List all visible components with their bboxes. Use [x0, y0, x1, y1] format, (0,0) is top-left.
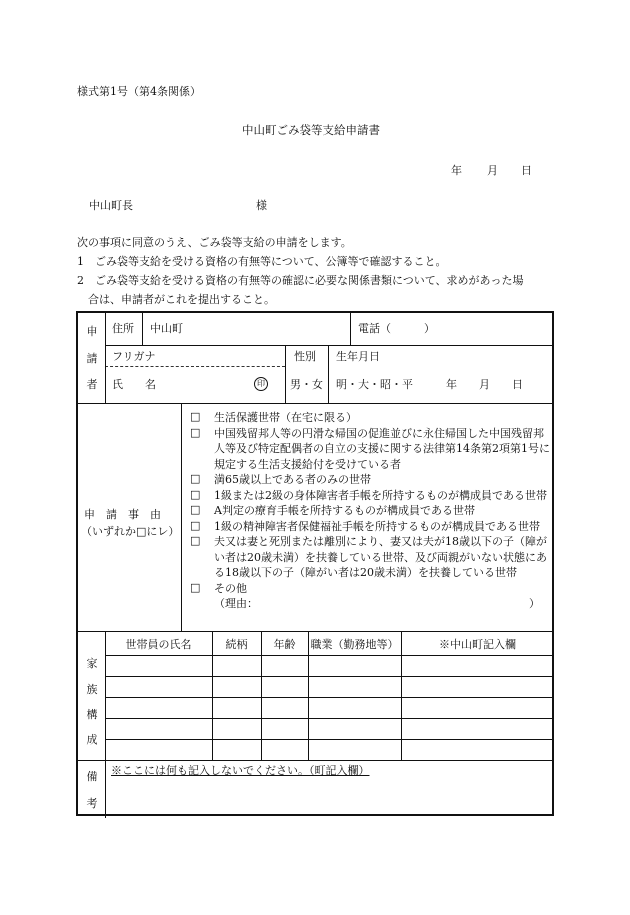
checkbox-icon[interactable]: □: [190, 410, 201, 423]
reason-item[interactable]: [190, 503, 550, 519]
reason-item[interactable]: [190, 472, 550, 488]
checkbox-icon[interactable]: □: [190, 487, 201, 501]
checkbox-icon[interactable]: □: [190, 534, 201, 547]
reason-list: [190, 410, 550, 612]
col-line-applicant-label: [105, 313, 106, 403]
intro-text: 次の事項に同意のうえ、ごみ袋等支給の申請をします。: [77, 236, 352, 249]
gender-options[interactable]: 男・女: [290, 378, 323, 391]
reason-text: 1級の精神障害者保健福祉手帳を所持するものが構成員である世帯: [214, 519, 540, 533]
reason-text: その他: [214, 581, 247, 595]
other-reason-label: （理由：: [214, 597, 258, 610]
family-label-4: 成: [86, 733, 98, 746]
col-line-gender-right: [328, 345, 329, 403]
family-header-age: 年齢: [273, 638, 296, 651]
family-label-1: 家: [86, 657, 98, 670]
form-number: 様式第1号（第4条関係）: [77, 85, 201, 98]
col-line-family-name: [212, 631, 213, 760]
gender-label: 性別: [294, 350, 316, 363]
family-header-town-use: ※中山町記入欄: [439, 638, 516, 651]
checkbox-icon[interactable]: □: [190, 518, 201, 532]
addressee-name: 中山町長: [89, 199, 133, 212]
condition-2: 2 ごみ袋等支給を受ける資格の有無等の確認に必要な関係書類について、求めがあった場: [77, 274, 524, 287]
date-day-label: 日: [521, 164, 532, 177]
family-row-line-4: [105, 718, 554, 719]
col-line-reason-label: [181, 403, 182, 631]
family-label-2: 族: [86, 683, 98, 696]
row-line-applicant-bottom: [78, 403, 554, 404]
applicant-label-3: 者: [86, 378, 98, 391]
birthdate-label: 生年月日: [336, 350, 380, 363]
reason-text: 生活保護世帯（在宅に限る）: [214, 411, 357, 424]
other-reason-row[interactable]: [190, 596, 550, 612]
reason-text: 中国残留邦人等の円滑な帰国の促進並びに永住帰国した中国残留邦人等及び特定配偶者の自立の支援に関する法律第14条第2項第1号に規定する生活支援給付を受けている者: [214, 426, 550, 471]
seal-mark: [254, 377, 268, 391]
checkbox-icon[interactable]: □: [190, 580, 201, 594]
address-value[interactable]: 中山町: [150, 322, 183, 335]
family-header-relation: 続柄: [225, 638, 248, 651]
birthdate-value[interactable]: 明・大・昭・平 年 月 日: [336, 378, 523, 391]
family-row-line-2: [105, 676, 554, 677]
date-month-label: 月: [487, 164, 498, 177]
reason-text: 満65歳以上である者のみの世帯: [214, 473, 371, 486]
furigana-label: フリガナ: [112, 350, 156, 363]
col-line-phone: [350, 313, 351, 345]
addressee-honorific: 様: [256, 199, 267, 212]
date-year-label: 年: [451, 164, 462, 177]
checkbox-icon[interactable]: □: [190, 472, 201, 485]
remarks-note: ※ここには何も記入しないでください。（町記入欄）: [111, 764, 370, 777]
reason-item[interactable]: [190, 581, 550, 597]
remarks-label-2: 考: [86, 797, 98, 810]
applicant-label-2: 請: [86, 352, 98, 365]
family-row-line-3: [105, 697, 554, 698]
col-line-gender-left: [285, 345, 286, 403]
reason-item[interactable]: [190, 410, 550, 426]
name-label: 氏 名: [112, 378, 156, 391]
seal-icon: 印: [254, 377, 268, 391]
row-line-family-bottom: [78, 760, 554, 761]
reason-item[interactable]: [190, 519, 550, 535]
family-label-3: 構: [86, 708, 98, 721]
reason-item[interactable]: [190, 488, 550, 504]
family-row-line-1: [105, 655, 554, 656]
col-line-family-label: [105, 631, 106, 818]
application-form-table: [76, 311, 554, 816]
reason-text: A判定の療育手帳を所持するものが構成員である世帯: [214, 504, 475, 517]
other-reason-close: ）: [529, 597, 540, 610]
col-line-family-relation: [261, 631, 262, 760]
address-label: 住所: [112, 322, 134, 335]
furigana-dashed-line: [105, 366, 285, 367]
checkbox-icon[interactable]: □: [190, 503, 201, 516]
reason-item[interactable]: [190, 534, 550, 581]
phone-field[interactable]: 電話（ ）: [358, 322, 435, 335]
col-line-family-age: [308, 631, 309, 760]
family-row-line-5: [105, 739, 554, 740]
family-header-occupation: 職業（勤務地等）: [310, 638, 399, 651]
col-line-address-label: [142, 313, 143, 345]
reason-sublabel: （いずれか□にレ）: [81, 525, 180, 538]
condition-1: 1 ごみ袋等支給を受ける資格の有無等について、公簿等で確認すること。: [77, 255, 447, 268]
row-line-address: [105, 345, 554, 346]
family-header-name: 世帯員の氏名: [125, 638, 192, 651]
reason-text: 夫又は妻と死別または離別により、妻又は夫が18歳以下の子（障がい者は20歳未満）を扶養している世帯、及び両親がいない状態にある18歳以下の子（障がい者は20歳未満）を扶養している世帯: [214, 535, 547, 579]
condition-2-continued: 合は、申請者がこれを提出すること。: [88, 293, 275, 306]
reason-label: 申 請 事 由: [84, 508, 161, 521]
remarks-label-1: 備: [86, 770, 98, 783]
reason-text: 1級または2級の身体障害者手帳を所持するものが構成員である世帯: [214, 488, 547, 502]
col-line-family-occupation: [401, 631, 402, 760]
applicant-label-1: 申: [86, 325, 98, 338]
checkbox-icon[interactable]: □: [190, 425, 201, 439]
page-title: 中山町ごみ袋等支給申請書: [242, 123, 380, 137]
row-line-reason-bottom: [78, 631, 554, 632]
reason-item[interactable]: [190, 426, 550, 473]
